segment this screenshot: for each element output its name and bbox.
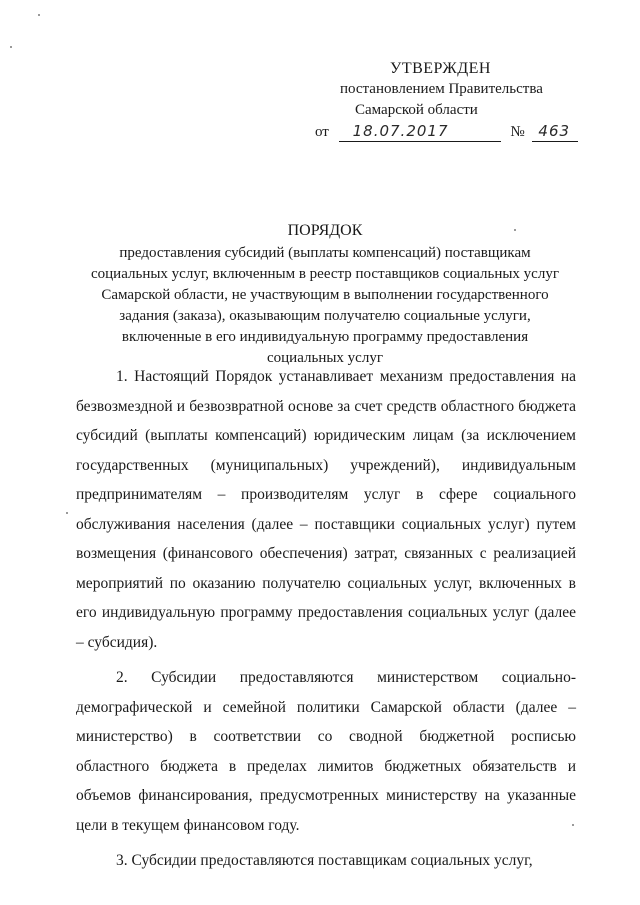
- date-value: 18.07.2017: [352, 122, 449, 140]
- approval-date-line: [315, 122, 578, 143]
- title-line: социальных услуг: [267, 350, 383, 366]
- title-line: предоставления субсидий (выплаты компенсаций) поставщикам: [119, 245, 531, 261]
- number-prefix: №: [510, 124, 525, 140]
- approval-line-2: Самарской области: [355, 102, 478, 118]
- approval-line-1: постановлением Правительства: [340, 81, 543, 97]
- document-body: [76, 362, 576, 882]
- paragraph-1: 1. Настоящий Порядок устанавливает механизм предоставления на безвозмездной и безвозвратной основе за счет средств областного бюджета субсидий (выплаты компенсаций) юридическим лицам (за исключением государственных (муниципальных) учреждений), индивидуальным предпринимателям – производителям услуг в сфере социального обслуживания населения (далее – поставщики социальных услуг) путем возмещения (финансового обеспечения) затрат, связанных с реализацией мероприятий по оказанию получателю социальных услуг, включенных в его индивидуальную программу предоставления социальных услуг (далее – субсидия).: [76, 368, 576, 651]
- paragraph-2: 2. Субсидии предоставляются министерством социально-демографической и семейной политики Самарской области (далее – министерство) в соответствии со сводной бюджетной росписью областного бюджета в пределах лимитов бюджетных обязательств и объемов финансирования, предусмотренных министерству на указанные цели в текущем финансовом году.: [76, 669, 576, 834]
- paragraph-3: 3. Субсидии предоставляются поставщикам социальных услуг,: [116, 852, 533, 869]
- number-value: 463: [538, 122, 571, 140]
- title-line: задания (заказа), оказывающим получателю социальные услуги,: [119, 308, 531, 324]
- document-title: [60, 220, 590, 369]
- scan-speck: [38, 14, 40, 16]
- title-line: включенные в его индивидуальную программу предоставления: [121, 329, 529, 345]
- scan-speck: [66, 512, 68, 514]
- title-line: социальных услуг, включенным в реестр поставщиков социальных услуг: [91, 266, 559, 282]
- title-heading: ПОРЯДОК: [287, 222, 363, 239]
- scan-speck: [10, 46, 12, 48]
- title-line: Самарской области, не участвующим в выполнении государственного: [101, 287, 549, 303]
- number-field: [532, 123, 578, 142]
- approval-stamp: УТВЕРЖДЕН: [390, 60, 491, 77]
- date-field: [339, 123, 501, 142]
- date-prefix: от: [315, 124, 329, 140]
